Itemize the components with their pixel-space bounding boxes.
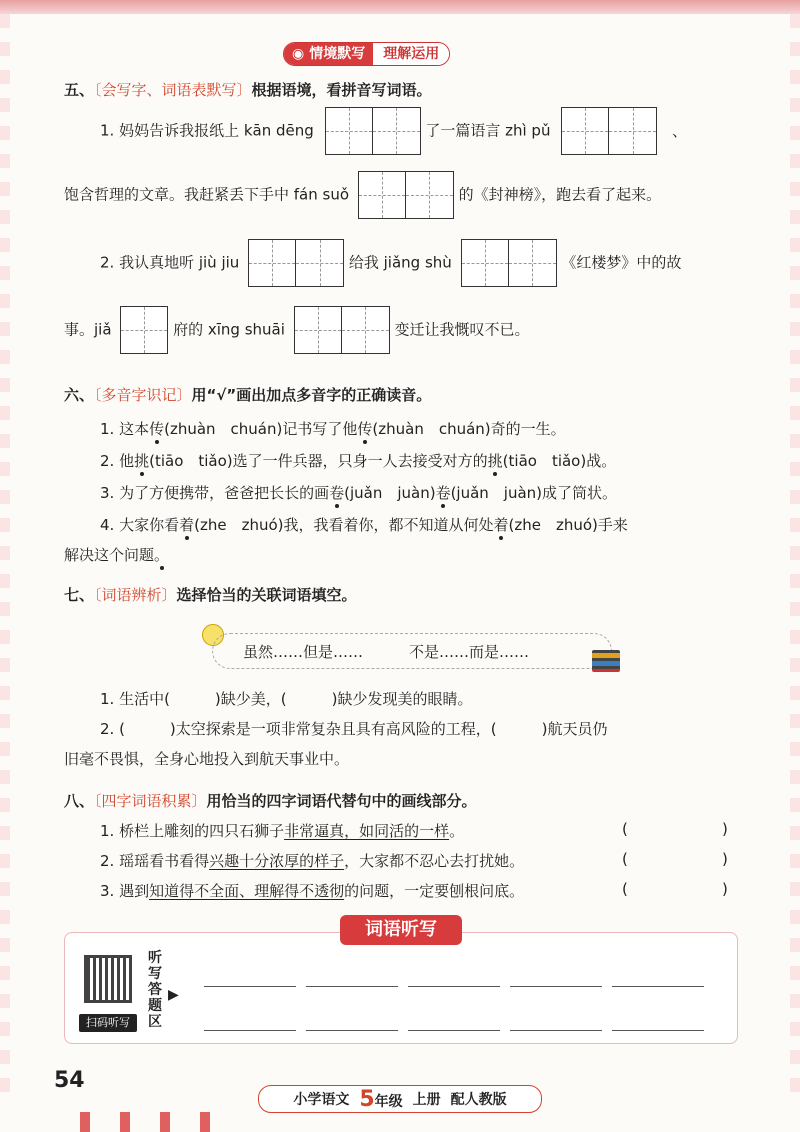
section5-tag: 〔会写字、词语表默写〕 bbox=[94, 81, 252, 99]
footer-edition: 配人教版 bbox=[450, 1092, 507, 1108]
pinyin-choice[interactable]: (zhuàn chuán)奇的一生。 bbox=[372, 420, 566, 438]
footer-grade: 年级 bbox=[374, 1093, 403, 1110]
s6-q3 bbox=[100, 482, 617, 503]
dotted-char: 卷 bbox=[329, 484, 345, 502]
pinyin-choice[interactable]: (zhe zhuó)我，我看着你，都不知道从何处 bbox=[194, 516, 494, 534]
answer-paren-right[interactable]: ) bbox=[722, 850, 728, 868]
target-icon: ◉ bbox=[292, 46, 305, 62]
dotted-char: 挑 bbox=[487, 452, 503, 470]
dictation-blank[interactable] bbox=[612, 986, 704, 987]
dictation-blank[interactable] bbox=[510, 1030, 602, 1031]
page-number: 54 bbox=[54, 1068, 85, 1093]
section-header-pill bbox=[283, 42, 450, 66]
section7-tag: 〔词语辨析〕 bbox=[94, 586, 177, 604]
dotted-char: 挑 bbox=[134, 452, 150, 470]
s6-q4-cont bbox=[64, 544, 169, 565]
dictation-blank[interactable] bbox=[204, 1030, 296, 1031]
section5-title: 根据语境，看拼音写词语。 bbox=[251, 81, 432, 99]
section6-title: 用“√”画出加点多音字的正确读音。 bbox=[191, 386, 432, 404]
underlined-phrase: 兴趣十分浓厚的样子 bbox=[209, 852, 345, 870]
s8-q1 bbox=[100, 820, 464, 841]
section6-tag: 〔多音字识记〕 bbox=[94, 386, 192, 404]
text: 3. 遇到 bbox=[100, 882, 150, 900]
text: 。 bbox=[449, 822, 465, 840]
s8-q2 bbox=[100, 850, 524, 871]
pinyin-choice[interactable]: (tiāo tiǎo)战。 bbox=[502, 452, 617, 470]
arrow-right-icon: ▶ bbox=[168, 987, 179, 1003]
section8-heading bbox=[64, 790, 477, 811]
s5-text: 给我 jiǎng shù bbox=[348, 253, 452, 272]
s5-text: 的《封神榜》，跑去看了起来。 bbox=[458, 185, 662, 204]
books-icon bbox=[592, 650, 620, 672]
answer-paren-left[interactable]: ( bbox=[622, 850, 628, 868]
tianzige-jiangshu[interactable] bbox=[461, 239, 557, 287]
s5-text: 《红楼梦》中的故 bbox=[561, 253, 682, 272]
top-decoration bbox=[0, 0, 800, 14]
section8-title: 用恰当的四字词语代替句中的画线部分。 bbox=[206, 792, 477, 810]
answer-paren-right[interactable]: ) bbox=[722, 820, 728, 838]
section7-heading bbox=[64, 584, 357, 605]
s5-row1 bbox=[100, 107, 687, 155]
section5-num: 五、 bbox=[64, 81, 95, 99]
footer-term: 上册 bbox=[412, 1092, 441, 1108]
dictation-blank[interactable] bbox=[306, 1030, 398, 1031]
tianzige-fansuo[interactable] bbox=[358, 171, 454, 219]
section6-heading bbox=[64, 384, 431, 405]
tianzige-jiujiu[interactable] bbox=[248, 239, 344, 287]
dictation-blank[interactable] bbox=[408, 986, 500, 987]
tianzige-zhipu[interactable] bbox=[561, 107, 657, 155]
s5-text: 了一篇语言 zhì pǔ bbox=[425, 121, 551, 140]
s7-q1[interactable]: 1. 生活中( )缺少美，( )缺少发现美的眼睛。 bbox=[100, 690, 473, 708]
right-border-decoration bbox=[790, 14, 800, 1104]
s6-q1 bbox=[100, 418, 566, 439]
pinyin-choice[interactable]: (juǎn juàn) bbox=[344, 484, 436, 502]
s5-text: 2. 我认真地听 jiù jiu bbox=[100, 253, 240, 272]
pinyin-choice[interactable]: (zhuàn chuán)记书写了他 bbox=[164, 420, 358, 438]
s5-text: 饱含哲理的文章。我赶紧丢下手中 fán suǒ bbox=[64, 185, 350, 204]
s5-text: 1. 妈妈告诉我报纸上 kān dēng bbox=[100, 121, 314, 140]
left-border-decoration bbox=[0, 14, 10, 1104]
s6-q4 bbox=[100, 514, 628, 535]
dotted-char: 着 bbox=[179, 516, 195, 534]
qr-code-icon[interactable] bbox=[84, 955, 132, 1003]
qr-label: 扫码听写 bbox=[79, 1014, 137, 1032]
underlined-phrase: 知道得不全面、理解得不透彻 bbox=[149, 882, 345, 900]
pinyin-choice[interactable]: (tiāo tiǎo)选了一件兵器，只身一人去接受对方的 bbox=[149, 452, 488, 470]
s5-text: 变迁让我慨叹不已。 bbox=[394, 320, 530, 339]
pill-right-label: 理解运用 bbox=[373, 43, 449, 65]
footer-subject: 小学语文 bbox=[293, 1092, 350, 1108]
answer-paren-right[interactable]: ) bbox=[722, 880, 728, 898]
underlined-phrase: 非常逼真，如同活的一样 bbox=[284, 822, 450, 840]
tianzige-xingshuai[interactable] bbox=[294, 306, 390, 354]
dotted-char: 卷 bbox=[435, 484, 451, 502]
text: 2. 他 bbox=[100, 452, 135, 470]
section7-title: 选择恰当的关联词语填空。 bbox=[176, 586, 357, 604]
s6-q2 bbox=[100, 450, 616, 471]
text: 的问题，一定要刨根问底。 bbox=[344, 882, 525, 900]
dictation-blank[interactable] bbox=[306, 986, 398, 987]
dictation-blank[interactable] bbox=[612, 1030, 704, 1031]
s7-q2[interactable]: 2. ( )太空探索是一项非常复杂且具有高风险的工程，( )航天员仍 bbox=[100, 720, 608, 738]
s5-text: 事。jiǎ bbox=[64, 320, 112, 339]
dotted-char: 传 bbox=[149, 420, 165, 438]
answer-paren-left[interactable]: ( bbox=[622, 820, 628, 838]
text: 4. 大家你看 bbox=[100, 516, 180, 534]
bottom-decoration bbox=[80, 1112, 240, 1132]
text: 1. 桥栏上雕刻的四只石狮子 bbox=[100, 822, 285, 840]
dictation-banner: 词语听写 bbox=[340, 915, 462, 945]
section8-num: 八、 bbox=[64, 792, 95, 810]
section7-num: 七、 bbox=[64, 586, 95, 604]
dictation-blank[interactable] bbox=[510, 986, 602, 987]
text: 解决这个问题 bbox=[64, 546, 155, 564]
text: 。 bbox=[154, 546, 170, 564]
pinyin-choice[interactable]: (zhe zhuó)手来 bbox=[508, 516, 628, 534]
choice-word-2: 不是……而是…… bbox=[409, 642, 530, 661]
s5-row3 bbox=[100, 239, 681, 287]
dotted-char: 着 bbox=[493, 516, 509, 534]
text: 3. 为了方便携带，爸爸把长长的画 bbox=[100, 484, 330, 502]
answer-paren-left[interactable]: ( bbox=[622, 880, 628, 898]
tianzige-jia[interactable] bbox=[120, 306, 168, 354]
dictation-blank[interactable] bbox=[204, 986, 296, 987]
section6-num: 六、 bbox=[64, 386, 95, 404]
footer-badge bbox=[258, 1085, 542, 1113]
choice-word-1: 虽然……但是…… bbox=[243, 642, 364, 661]
s5-text: 、 bbox=[672, 121, 688, 140]
word-choice-box bbox=[212, 633, 612, 669]
s5-text: 府的 xīng shuāi bbox=[173, 320, 285, 339]
s8-q3 bbox=[100, 880, 524, 901]
section5-heading bbox=[64, 79, 432, 100]
dictation-side-label: 听写答题区 bbox=[148, 950, 162, 1030]
text: 2. 瑶瑶看书看得 bbox=[100, 852, 210, 870]
dotted-char: 传 bbox=[357, 420, 373, 438]
s5-row4 bbox=[64, 306, 529, 354]
footer-grade-num: 5 bbox=[359, 1086, 375, 1112]
pill-left-label: 情境默写 bbox=[309, 46, 366, 62]
s5-row2 bbox=[64, 171, 661, 219]
s7-q2-cont: 旧毫不畏惧，全身心地投入到航天事业中。 bbox=[64, 750, 350, 768]
pinyin-choice[interactable]: (juǎn juàn)成了筒状。 bbox=[450, 484, 618, 502]
dictation-blank[interactable] bbox=[408, 1030, 500, 1031]
text: 1. 这本 bbox=[100, 420, 150, 438]
tianzige-kandeng[interactable] bbox=[325, 107, 421, 155]
section8-tag: 〔四字词语积累〕 bbox=[94, 792, 207, 810]
text: ，大家都不忍心去打扰她。 bbox=[344, 852, 525, 870]
